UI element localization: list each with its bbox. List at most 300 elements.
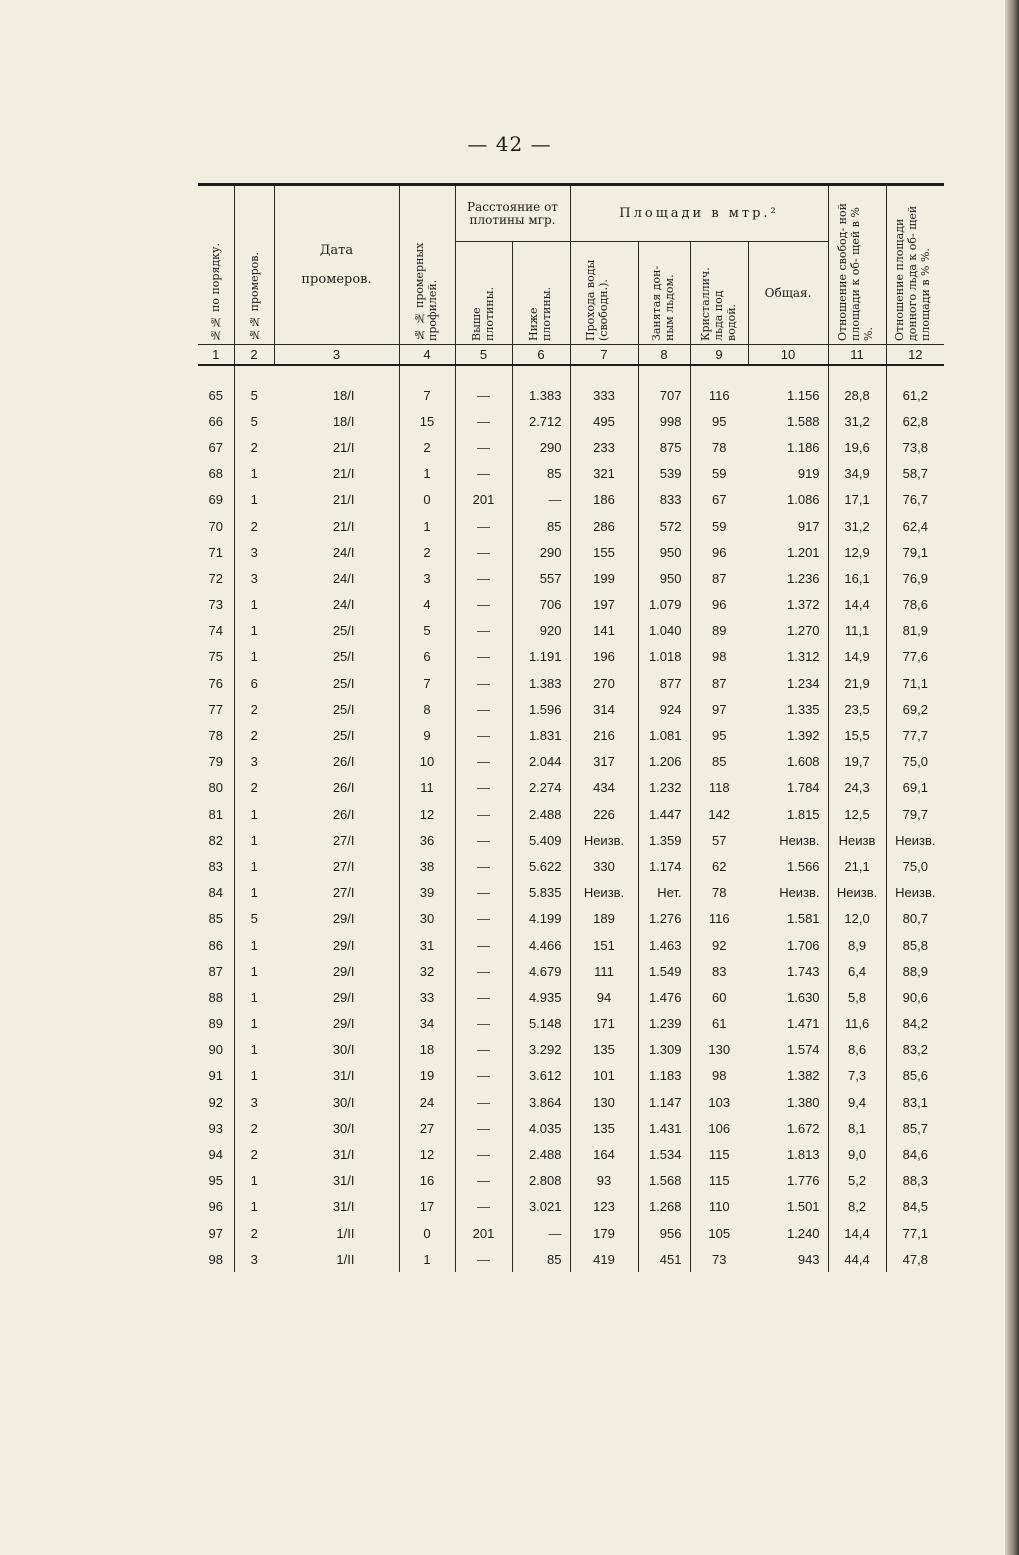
free-water-area: 101 bbox=[570, 1063, 638, 1089]
measurement-number: 1 bbox=[234, 644, 274, 670]
above-dam: — bbox=[455, 775, 512, 801]
page-number: — 42 — bbox=[467, 132, 552, 156]
table-row bbox=[198, 670, 944, 696]
measurement-number: 1 bbox=[234, 880, 274, 906]
free-water-area: 199 bbox=[570, 565, 638, 591]
above-dam: — bbox=[455, 1168, 512, 1194]
below-dam: 4.679 bbox=[512, 958, 570, 984]
crystal-ice-area: 87 bbox=[690, 565, 748, 591]
measurement-number: 2 bbox=[234, 434, 274, 460]
profile-number: 1 bbox=[399, 513, 455, 539]
total-area: 1.086 bbox=[787, 492, 820, 508]
bottom-ice-area: 1.081 bbox=[638, 722, 690, 748]
free-water-area: 270 bbox=[570, 670, 638, 696]
bottom-ice-area: 950 bbox=[638, 539, 690, 565]
free-area-ratio: 14,9 bbox=[828, 644, 886, 670]
measurement-number: 3 bbox=[234, 1089, 274, 1115]
table-row bbox=[198, 749, 944, 775]
bottom-ice-ratio: 77,7 bbox=[886, 722, 944, 748]
profile-number: 10 bbox=[399, 749, 455, 775]
below-dam: 85 bbox=[512, 513, 570, 539]
total-area: 1.630 bbox=[787, 989, 820, 1005]
crystal-ice-area: 96 bbox=[690, 539, 748, 565]
table-row bbox=[198, 1194, 944, 1220]
crystal-ice-area: 142 bbox=[690, 801, 748, 827]
column-number: 12 bbox=[886, 345, 944, 366]
above-dam: — bbox=[455, 906, 512, 932]
column-number: 7 bbox=[570, 345, 638, 366]
date: 30/I bbox=[332, 1042, 355, 1058]
free-water-area: 333 bbox=[570, 382, 638, 408]
free-water-area: 330 bbox=[570, 853, 638, 879]
free-area-ratio: 16,1 bbox=[828, 565, 886, 591]
header-measurement-number: №№ промеров. bbox=[234, 185, 274, 345]
free-water-area: Неизв. bbox=[570, 827, 638, 853]
free-area-ratio: 15,5 bbox=[828, 722, 886, 748]
measurement-number: 1 bbox=[234, 1194, 274, 1220]
below-dam: 3.292 bbox=[512, 1037, 570, 1063]
total-area: 943 bbox=[797, 1251, 820, 1267]
free-area-ratio: 11,6 bbox=[828, 1011, 886, 1037]
table-row bbox=[198, 1089, 944, 1115]
above-dam: — bbox=[455, 1089, 512, 1115]
crystal-ice-area: 61 bbox=[690, 1011, 748, 1037]
measurement-number: 3 bbox=[234, 565, 274, 591]
bottom-ice-area: 1.239 bbox=[638, 1011, 690, 1037]
date: 29/I bbox=[332, 963, 355, 979]
profile-number: 0 bbox=[399, 1220, 455, 1246]
free-water-area: 314 bbox=[570, 696, 638, 722]
total-area: 1.372 bbox=[787, 597, 820, 613]
crystal-ice-area: 78 bbox=[690, 880, 748, 906]
above-dam: — bbox=[455, 618, 512, 644]
date: 25/I bbox=[332, 649, 355, 665]
bottom-ice-ratio: 85,6 bbox=[886, 1063, 944, 1089]
bottom-ice-ratio: 69,2 bbox=[886, 696, 944, 722]
below-dam: 706 bbox=[512, 592, 570, 618]
bottom-ice-ratio: 77,1 bbox=[886, 1220, 944, 1246]
bottom-ice-ratio: 83,2 bbox=[886, 1037, 944, 1063]
measurement-number: 3 bbox=[234, 1246, 274, 1272]
total-area: 1.815 bbox=[787, 806, 820, 822]
measurement-number: 1 bbox=[234, 1037, 274, 1063]
total-area: 1.581 bbox=[787, 911, 820, 927]
row-index: 70 bbox=[208, 518, 223, 534]
column-number: 9 bbox=[690, 345, 748, 366]
row-index: 67 bbox=[208, 439, 223, 455]
free-area-ratio: 28,8 bbox=[828, 382, 886, 408]
date: 26/I bbox=[332, 754, 355, 770]
bottom-ice-area: 998 bbox=[638, 408, 690, 434]
bottom-ice-area: 1.232 bbox=[638, 775, 690, 801]
below-dam: 920 bbox=[512, 618, 570, 644]
date: 29/I bbox=[332, 1016, 355, 1032]
table-row bbox=[198, 984, 944, 1010]
profile-number: 18 bbox=[399, 1037, 455, 1063]
below-dam: 1.596 bbox=[512, 696, 570, 722]
crystal-ice-area: 73 bbox=[690, 1246, 748, 1272]
table-row bbox=[198, 775, 944, 801]
row-index: 86 bbox=[208, 937, 223, 953]
above-dam: — bbox=[455, 1246, 512, 1272]
table-row bbox=[198, 1246, 944, 1272]
measurement-number: 1 bbox=[234, 801, 274, 827]
crystal-ice-area: 115 bbox=[690, 1141, 748, 1167]
below-dam: — bbox=[512, 487, 570, 513]
bottom-ice-area: Нет. bbox=[638, 880, 690, 906]
profile-number: 36 bbox=[399, 827, 455, 853]
table-body bbox=[198, 382, 944, 1272]
above-dam: — bbox=[455, 932, 512, 958]
table-row bbox=[198, 722, 944, 748]
profile-number: 12 bbox=[399, 1141, 455, 1167]
bottom-ice-ratio: 84,5 bbox=[886, 1194, 944, 1220]
free-water-area: 317 bbox=[570, 749, 638, 775]
table-row bbox=[198, 880, 944, 906]
bottom-ice-ratio: 71,1 bbox=[886, 670, 944, 696]
above-dam: — bbox=[455, 1011, 512, 1037]
below-dam: 2.808 bbox=[512, 1168, 570, 1194]
row-index: 74 bbox=[208, 623, 223, 639]
free-water-area: 196 bbox=[570, 644, 638, 670]
bottom-ice-area: 950 bbox=[638, 565, 690, 591]
crystal-ice-area: 95 bbox=[690, 408, 748, 434]
row-index: 68 bbox=[208, 466, 223, 482]
below-dam: 2.044 bbox=[512, 749, 570, 775]
above-dam: — bbox=[455, 1141, 512, 1167]
date: 26/I bbox=[332, 806, 355, 822]
free-area-ratio: 23,5 bbox=[828, 696, 886, 722]
below-dam: 4.935 bbox=[512, 984, 570, 1010]
profile-number: 12 bbox=[399, 801, 455, 827]
date: 30/I bbox=[332, 1120, 355, 1136]
row-index: 96 bbox=[208, 1199, 223, 1215]
below-dam: 4.199 bbox=[512, 906, 570, 932]
crystal-ice-area: 95 bbox=[690, 722, 748, 748]
column-number: 6 bbox=[512, 345, 570, 366]
crystal-ice-area: 110 bbox=[690, 1194, 748, 1220]
crystal-ice-area: 106 bbox=[690, 1115, 748, 1141]
row-index: 71 bbox=[208, 544, 223, 560]
total-area: 1.501 bbox=[787, 1199, 820, 1215]
measurement-number: 1 bbox=[234, 1011, 274, 1037]
free-area-ratio: Неизв bbox=[828, 827, 886, 853]
crystal-ice-area: 116 bbox=[690, 906, 748, 932]
table-row bbox=[198, 1168, 944, 1194]
date: 24/I bbox=[332, 570, 355, 586]
row-index: 79 bbox=[208, 754, 223, 770]
bottom-ice-area: 1.534 bbox=[638, 1141, 690, 1167]
profile-number: 31 bbox=[399, 932, 455, 958]
date: 29/I bbox=[332, 911, 355, 927]
below-dam: 5.148 bbox=[512, 1011, 570, 1037]
total-area: 1.776 bbox=[787, 1173, 820, 1189]
free-water-area: 321 bbox=[570, 461, 638, 487]
row-index: 93 bbox=[208, 1120, 223, 1136]
date: 1/II bbox=[336, 1225, 355, 1241]
profile-number: 2 bbox=[399, 539, 455, 565]
free-area-ratio: 21,1 bbox=[828, 853, 886, 879]
date: 21/I bbox=[332, 439, 355, 455]
measurement-number: 2 bbox=[234, 1220, 274, 1246]
crystal-ice-area: 87 bbox=[690, 670, 748, 696]
table-row bbox=[198, 1141, 944, 1167]
row-index: 90 bbox=[208, 1042, 223, 1058]
measurement-number: 2 bbox=[234, 1141, 274, 1167]
measurement-number: 6 bbox=[234, 670, 274, 696]
row-index: 81 bbox=[208, 806, 223, 822]
bottom-ice-area: 1.431 bbox=[638, 1115, 690, 1141]
total-area: 1.588 bbox=[787, 413, 820, 429]
bottom-ice-ratio: 75,0 bbox=[886, 749, 944, 775]
free-water-area: 135 bbox=[570, 1115, 638, 1141]
above-dam: — bbox=[455, 434, 512, 460]
table-row bbox=[198, 1115, 944, 1141]
free-area-ratio: 8,2 bbox=[828, 1194, 886, 1220]
bottom-ice-area: 1.463 bbox=[638, 932, 690, 958]
crystal-ice-area: 98 bbox=[690, 644, 748, 670]
bottom-ice-ratio: 61,2 bbox=[886, 382, 944, 408]
free-area-ratio: 8,6 bbox=[828, 1037, 886, 1063]
free-area-ratio: 8,9 bbox=[828, 932, 886, 958]
below-dam: 1.831 bbox=[512, 722, 570, 748]
row-index: 66 bbox=[208, 413, 223, 429]
bottom-ice-ratio: 62,4 bbox=[886, 513, 944, 539]
total-area: 1.743 bbox=[787, 963, 820, 979]
crystal-ice-area: 89 bbox=[690, 618, 748, 644]
bottom-ice-area: 1.040 bbox=[638, 618, 690, 644]
crystal-ice-area: 103 bbox=[690, 1089, 748, 1115]
total-area: 1.471 bbox=[787, 1016, 820, 1032]
bottom-ice-area: 833 bbox=[638, 487, 690, 513]
free-water-area: 186 bbox=[570, 487, 638, 513]
bottom-ice-area: 1.147 bbox=[638, 1089, 690, 1115]
above-dam: — bbox=[455, 592, 512, 618]
free-water-area: 164 bbox=[570, 1141, 638, 1167]
profile-number: 33 bbox=[399, 984, 455, 1010]
above-dam: — bbox=[455, 801, 512, 827]
free-area-ratio: 17,1 bbox=[828, 487, 886, 513]
bottom-ice-area: 1.447 bbox=[638, 801, 690, 827]
measurement-number: 2 bbox=[234, 696, 274, 722]
crystal-ice-area: 59 bbox=[690, 513, 748, 539]
below-dam: 1.383 bbox=[512, 670, 570, 696]
row-index: 78 bbox=[208, 728, 223, 744]
row-index: 92 bbox=[208, 1094, 223, 1110]
profile-number: 2 bbox=[399, 434, 455, 460]
free-area-ratio: 5,2 bbox=[828, 1168, 886, 1194]
total-area: Неизв. bbox=[779, 832, 820, 848]
total-area: 1.813 bbox=[787, 1147, 820, 1163]
below-dam: 290 bbox=[512, 539, 570, 565]
crystal-ice-area: 78 bbox=[690, 434, 748, 460]
total-area: 1.706 bbox=[787, 937, 820, 953]
table-row bbox=[198, 434, 944, 460]
profile-number: 30 bbox=[399, 906, 455, 932]
bottom-ice-ratio: 88,9 bbox=[886, 958, 944, 984]
total-area: 1.236 bbox=[787, 570, 820, 586]
bottom-ice-area: 451 bbox=[638, 1246, 690, 1272]
crystal-ice-area: 105 bbox=[690, 1220, 748, 1246]
bottom-ice-area: 1.359 bbox=[638, 827, 690, 853]
bottom-ice-ratio: 83,1 bbox=[886, 1089, 944, 1115]
total-area: 1.335 bbox=[787, 701, 820, 717]
header-profile-number: № № промерных профилей. bbox=[399, 185, 455, 345]
crystal-ice-area: 59 bbox=[690, 461, 748, 487]
header-row-number: №№ по порядку. bbox=[209, 242, 223, 341]
row-index: 84 bbox=[208, 885, 223, 901]
bottom-ice-area: 1.079 bbox=[638, 592, 690, 618]
bottom-ice-ratio: 73,8 bbox=[886, 434, 944, 460]
total-area: 1.382 bbox=[787, 1068, 820, 1084]
crystal-ice-area: 130 bbox=[690, 1037, 748, 1063]
bottom-ice-ratio: 81,9 bbox=[886, 618, 944, 644]
table-row bbox=[198, 932, 944, 958]
date: 29/I bbox=[332, 989, 355, 1005]
free-water-area: 94 bbox=[570, 984, 638, 1010]
measurement-number: 3 bbox=[234, 749, 274, 775]
free-water-area: 171 bbox=[570, 1011, 638, 1037]
below-dam: 5.409 bbox=[512, 827, 570, 853]
measurement-number: 5 bbox=[234, 408, 274, 434]
measurement-number: 1 bbox=[234, 592, 274, 618]
column-number: 1 bbox=[198, 345, 234, 366]
table-row bbox=[198, 827, 944, 853]
free-water-area: 286 bbox=[570, 513, 638, 539]
row-index: 87 bbox=[208, 963, 223, 979]
above-dam: — bbox=[455, 539, 512, 565]
free-area-ratio: 7,3 bbox=[828, 1063, 886, 1089]
crystal-ice-area: 97 bbox=[690, 696, 748, 722]
bottom-ice-area: 956 bbox=[638, 1220, 690, 1246]
measurement-number: 1 bbox=[234, 487, 274, 513]
measurement-number: 1 bbox=[234, 1168, 274, 1194]
profile-number: 27 bbox=[399, 1115, 455, 1141]
above-dam: — bbox=[455, 1194, 512, 1220]
free-area-ratio: 14,4 bbox=[828, 1220, 886, 1246]
date: 18/I bbox=[332, 387, 355, 403]
column-number: 8 bbox=[638, 345, 690, 366]
free-area-ratio: 11,1 bbox=[828, 618, 886, 644]
header-crystal-ice: Кристаллич. льда под водой. bbox=[690, 242, 748, 345]
below-dam: 5.622 bbox=[512, 853, 570, 879]
date: 21/I bbox=[332, 492, 355, 508]
header-below-dam: Ниже плотины. bbox=[512, 242, 570, 345]
crystal-ice-area: 60 bbox=[690, 984, 748, 1010]
below-dam: 1.191 bbox=[512, 644, 570, 670]
bottom-ice-area: 924 bbox=[638, 696, 690, 722]
total-area: 1.608 bbox=[787, 754, 820, 770]
above-dam: — bbox=[455, 696, 512, 722]
bottom-ice-ratio: 78,6 bbox=[886, 592, 944, 618]
date: 25/I bbox=[332, 675, 355, 691]
date: 25/I bbox=[332, 701, 355, 717]
row-index: 65 bbox=[208, 387, 223, 403]
table-row bbox=[198, 906, 944, 932]
date: 31/I bbox=[332, 1199, 355, 1215]
row-index: 95 bbox=[208, 1173, 223, 1189]
profile-number: 5 bbox=[399, 618, 455, 644]
row-index: 94 bbox=[208, 1147, 223, 1163]
above-dam: — bbox=[455, 722, 512, 748]
table-row bbox=[198, 644, 944, 670]
column-number: 11 bbox=[828, 345, 886, 366]
measurement-number: 1 bbox=[234, 461, 274, 487]
profile-number: 1 bbox=[399, 1246, 455, 1272]
profile-number: 4 bbox=[399, 592, 455, 618]
above-dam: — bbox=[455, 958, 512, 984]
free-area-ratio: 44,4 bbox=[828, 1246, 886, 1272]
bottom-ice-ratio: Неизв. bbox=[886, 827, 944, 853]
date: 27/I bbox=[332, 832, 355, 848]
header-free-water: Прохода воды (свободн.). bbox=[570, 242, 638, 345]
bottom-ice-ratio: 69,1 bbox=[886, 775, 944, 801]
free-area-ratio: 9,0 bbox=[828, 1141, 886, 1167]
total-area: 1.380 bbox=[787, 1094, 820, 1110]
bottom-ice-area: 1.276 bbox=[638, 906, 690, 932]
column-number: 5 bbox=[455, 345, 512, 366]
measurement-number: 1 bbox=[234, 1063, 274, 1089]
free-water-area: 233 bbox=[570, 434, 638, 460]
bottom-ice-area: 1.018 bbox=[638, 644, 690, 670]
header-bottom-ice-ratio: Отношение площади донного льда к об- щей площади в % %. bbox=[886, 185, 944, 345]
table-row bbox=[198, 539, 944, 565]
date: 31/I bbox=[332, 1173, 355, 1189]
header-free-area-ratio: Отношение свобод- ной площади к об- щей в % %. bbox=[828, 185, 886, 345]
above-dam: — bbox=[455, 984, 512, 1010]
profile-number: 11 bbox=[399, 775, 455, 801]
bottom-ice-ratio: 79,7 bbox=[886, 801, 944, 827]
crystal-ice-area: 115 bbox=[690, 1168, 748, 1194]
measurement-number: 5 bbox=[234, 382, 274, 408]
free-area-ratio: Неизв. bbox=[828, 880, 886, 906]
date: 27/I bbox=[332, 858, 355, 874]
total-area: 1.672 bbox=[787, 1120, 820, 1136]
row-index: 76 bbox=[208, 675, 223, 691]
free-water-area: 495 bbox=[570, 408, 638, 434]
date: 24/I bbox=[332, 544, 355, 560]
free-water-area: 189 bbox=[570, 906, 638, 932]
column-number: 3 bbox=[274, 345, 399, 366]
below-dam: 1.383 bbox=[512, 382, 570, 408]
bottom-ice-area: 1.174 bbox=[638, 853, 690, 879]
total-area: 1.156 bbox=[787, 387, 820, 403]
crystal-ice-area: 98 bbox=[690, 1063, 748, 1089]
above-dam: — bbox=[455, 1115, 512, 1141]
table-row bbox=[198, 487, 944, 513]
date: 31/I bbox=[332, 1147, 355, 1163]
header-above-dam: Выше плотины. bbox=[455, 242, 512, 345]
free-water-area: 111 bbox=[570, 958, 638, 984]
table-row bbox=[198, 1063, 944, 1089]
bottom-ice-ratio: 88,3 bbox=[886, 1168, 944, 1194]
bottom-ice-ratio: Неизв. bbox=[886, 880, 944, 906]
free-water-area: 155 bbox=[570, 539, 638, 565]
row-index: 91 bbox=[208, 1068, 223, 1084]
row-index: 98 bbox=[208, 1251, 223, 1267]
profile-number: 34 bbox=[399, 1011, 455, 1037]
total-area: 1.784 bbox=[787, 780, 820, 796]
column-number: 4 bbox=[399, 345, 455, 366]
column-number: 2 bbox=[234, 345, 274, 366]
above-dam: — bbox=[455, 853, 512, 879]
header-bottom-ice: Занятая дон- ным льдом. bbox=[638, 242, 690, 345]
free-area-ratio: 31,2 bbox=[828, 408, 886, 434]
below-dam: 290 bbox=[512, 434, 570, 460]
table-row bbox=[198, 801, 944, 827]
total-area: 1.312 bbox=[787, 649, 820, 665]
free-water-area: 216 bbox=[570, 722, 638, 748]
